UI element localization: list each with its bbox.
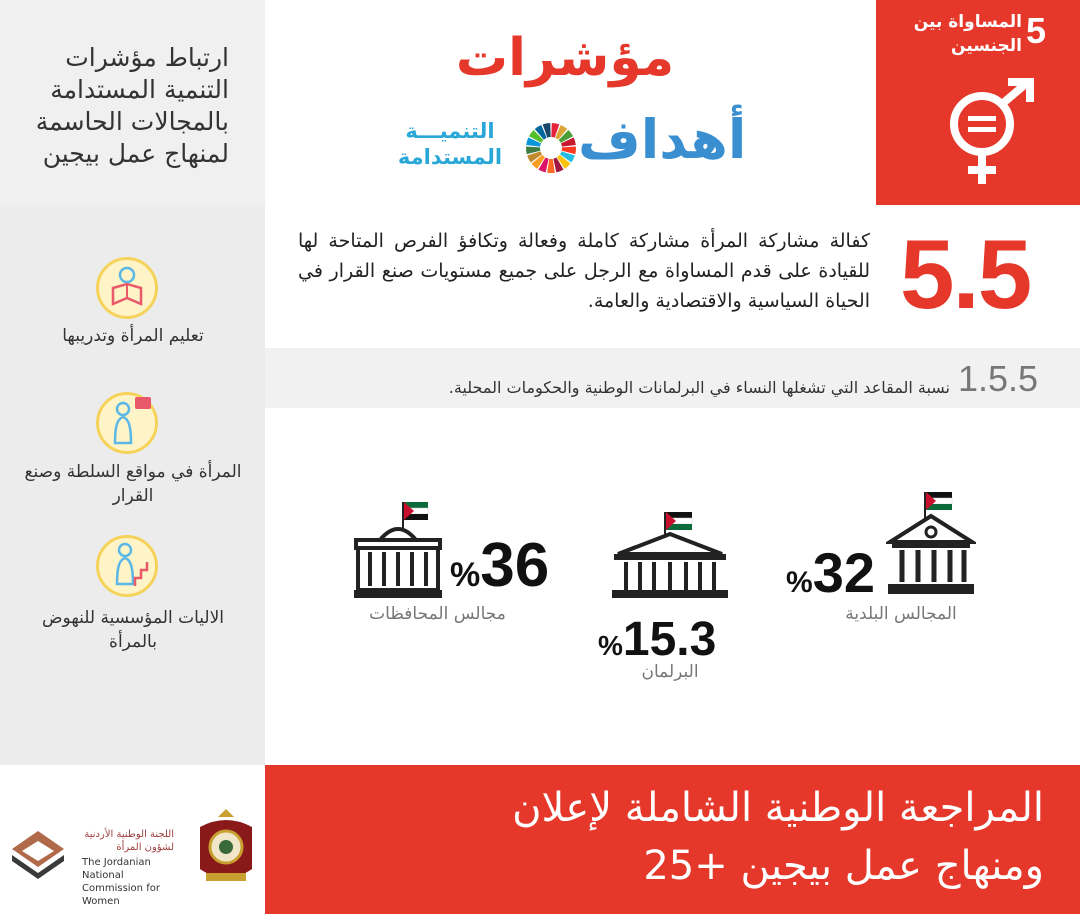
- municipal-building-icon: [886, 490, 976, 600]
- jncw-logo-icon: [10, 829, 66, 879]
- title-goals: أهداف: [578, 108, 747, 171]
- footer-title-line1: المراجعة الوطنية الشاملة لإعلان: [512, 785, 1044, 831]
- jncw-name-arabic-line2: لشؤون المرأة: [116, 842, 174, 853]
- gender-equality-icon: [942, 78, 1042, 188]
- title-sustainable-development: [380, 118, 520, 170]
- stat-parliament-pct: %: [598, 630, 623, 661]
- stat-parliament-value: [598, 612, 716, 667]
- target-number: 5.5: [900, 219, 1031, 329]
- sdg-wheel-icon: [525, 122, 577, 174]
- jncw-name-english-line1: The Jordanian National: [82, 857, 151, 881]
- header-side-text: ارتباط مؤشرات التنمية المستدامة بالمجالات الحاسمة لمنهاج عمل بيجين: [35, 43, 229, 168]
- category-label-institutional-mechanisms: الاليات المؤسسية للنهوض بالمرأة: [42, 608, 224, 652]
- stat-governorate-pct: %: [450, 556, 481, 594]
- title-tanmia-line2: المستدامة: [397, 145, 503, 169]
- footer-title-banner: [265, 765, 1080, 914]
- woman-speech-icon: [96, 392, 158, 454]
- sdg-goal-badge: [876, 0, 1080, 205]
- woman-stairs-icon: [96, 535, 158, 597]
- jncw-name-english: [82, 856, 192, 908]
- stat-governorate-label: مجالس المحافظات: [369, 604, 506, 624]
- jncw-name-arabic-line1: اللجنة الوطنية الأردنية: [84, 829, 174, 840]
- sdg-goal-number: 5: [1026, 10, 1047, 51]
- sdg-wheel-segment: [547, 159, 555, 173]
- sdg-goal-title: المساواة بين الجنسين: [913, 12, 1022, 56]
- title-indicators: مؤشرات: [455, 28, 675, 88]
- stat-governorate-number: 36: [480, 531, 550, 600]
- stat-parliament-label: البرلمان: [641, 662, 699, 682]
- jncw-name-english-line2: Commission for Women: [82, 883, 160, 907]
- target-text: كفالة مشاركة المرأة مشاركة كاملة وفعالة وتكافؤ الفرص المتاحة لها للقيادة على قدم المساواة مع الرجل على جميع مستويات صنع القرار في الحياة السياسية والاقتصادية والعامة.: [298, 230, 870, 312]
- stat-parliament-number: 15.3: [622, 613, 717, 666]
- stat-governorate-value: [450, 530, 549, 601]
- stat-municipal-number: 32: [812, 541, 875, 604]
- title-tanmia-line1: التنميـــة: [405, 119, 495, 143]
- stat-municipal-value: [786, 540, 875, 605]
- governorate-building-icon: [352, 500, 444, 600]
- indicator-text: نسبة المقاعد التي تشغلها النساء في البرلمانات الوطنية والحكومات المحلية.: [448, 378, 950, 397]
- category-label-education: تعليم المرأة وتدريبها: [62, 326, 204, 346]
- stat-municipal-label: المجالس البلدية: [845, 604, 957, 624]
- footer-title-line2: ومنهاج عمل بيجين +25: [643, 843, 1044, 889]
- stat-municipal-pct: %: [786, 566, 813, 599]
- category-label-decision-making: المرأة في مواقع السلطة وصنع القرار: [24, 462, 242, 506]
- jncw-name-arabic: [82, 828, 174, 854]
- indicator-number: 1.5.5: [958, 358, 1039, 399]
- parliament-building-icon: [610, 510, 730, 602]
- header-side-panel: [0, 0, 265, 205]
- woman-reading-icon: [96, 257, 158, 319]
- footer-title: [284, 779, 1044, 895]
- jordan-coat-of-arms-icon: [194, 807, 258, 889]
